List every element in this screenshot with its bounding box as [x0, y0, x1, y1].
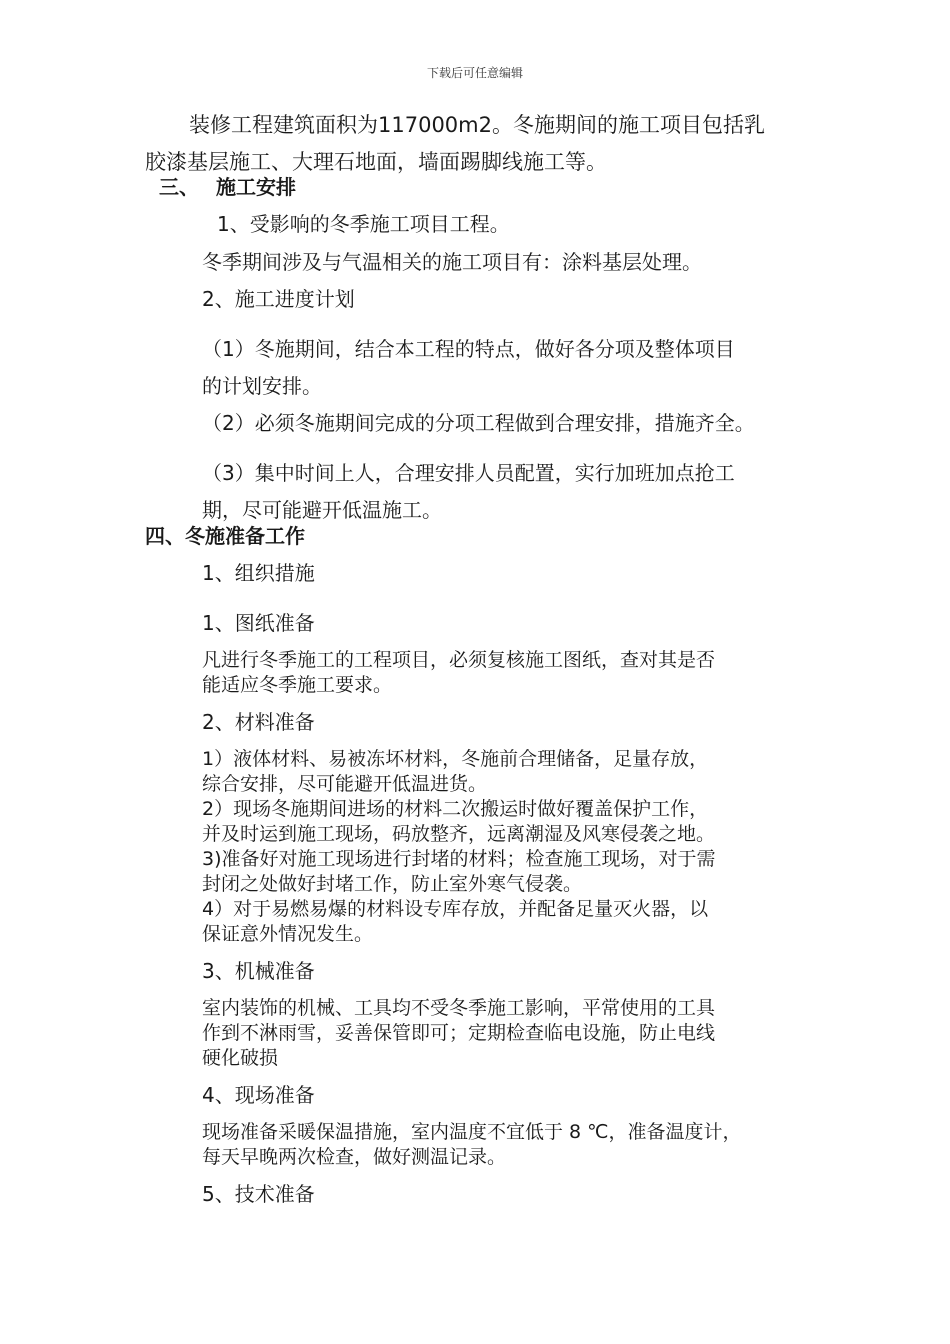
section3-item-1: 1、受影响的冬季施工项目工程。	[217, 212, 510, 236]
materials-1-line-1: 1）液体材料、易被冻坏材料，冬施前合理储备，足量存放，	[202, 748, 709, 770]
section3-item-1-body: 冬季期间涉及与气温相关的施工项目有：涂料基层处理。	[202, 250, 702, 274]
machinery-body-2: 作到不淋雨雪，妥善保管即可；定期检查临电设施，防止电线	[202, 1022, 716, 1044]
section3-heading: 施工安排	[216, 175, 296, 199]
section4-tech: 5、技术准备	[202, 1182, 315, 1206]
schedule-para-3-line-1: （3）集中时间上人，合理安排人员配置，实行加班加点抢工	[202, 461, 735, 485]
schedule-para-3-line-2: 期，尽可能避开低温施工。	[202, 498, 442, 522]
intro-line-2: 胶漆基层施工、大理石地面，墙面踢脚线施工等。	[145, 150, 607, 174]
schedule-para-2: （2）必须冬施期间完成的分项工程做到合理安排，措施齐全。	[202, 411, 755, 435]
section4-materials: 2、材料准备	[202, 710, 315, 734]
drawings-body-2: 能适应冬季施工要求。	[202, 674, 393, 696]
materials-4-line-2: 保证意外情况发生。	[202, 923, 374, 945]
section4-drawings: 1、图纸准备	[202, 611, 315, 635]
materials-3-line-2: 封闭之处做好封堵工作，防止室外寒气侵袭。	[202, 873, 583, 895]
drawings-body-1: 凡进行冬季施工的工程项目，必须复核施工图纸，查对其是否	[202, 649, 716, 671]
intro-line-1: 装修工程建筑面积为117000m2。冬施期间的施工项目包括乳	[189, 113, 765, 137]
materials-2-line-2: 并及时运到施工现场，码放整齐，远离潮湿及风寒侵袭之地。	[202, 823, 716, 845]
materials-2-line-1: 2）现场冬施期间进场的材料二次搬运时做好覆盖保护工作，	[202, 798, 709, 820]
section4-site: 4、现场准备	[202, 1083, 315, 1107]
machinery-body-3: 硬化破损	[202, 1047, 279, 1069]
page-header: 下载后可任意编辑	[426, 66, 523, 80]
site-body-2: 每天早晚两次检查，做好测温记录。	[202, 1146, 507, 1168]
schedule-para-1-line-1: （1）冬施期间，结合本工程的特点，做好各分项及整体项目	[202, 337, 735, 361]
schedule-para-1-line-2: 的计划安排。	[202, 374, 322, 398]
materials-1-line-2: 综合安排，尽可能避开低温进货。	[202, 773, 488, 795]
site-body-1: 现场准备采暖保温措施，室内温度不宜低于 8 ℃，准备温度计，	[202, 1121, 742, 1143]
section3-heading-number: 三、	[159, 175, 199, 199]
section4-org: 1、组织措施	[202, 561, 315, 585]
section4-heading: 四、冬施准备工作	[145, 524, 305, 548]
materials-3-line-1: 3)准备好对施工现场进行封堵的材料；检查施工现场，对于需	[202, 848, 716, 870]
machinery-body-1: 室内装饰的机械、工具均不受冬季施工影响，平常使用的工具	[202, 997, 716, 1019]
section3-item-2: 2、施工进度计划	[202, 287, 355, 311]
materials-4-line-1: 4）对于易燃易爆的材料设专库存放，并配备足量灭火器，以	[202, 898, 709, 920]
section4-machinery: 3、机械准备	[202, 959, 315, 983]
